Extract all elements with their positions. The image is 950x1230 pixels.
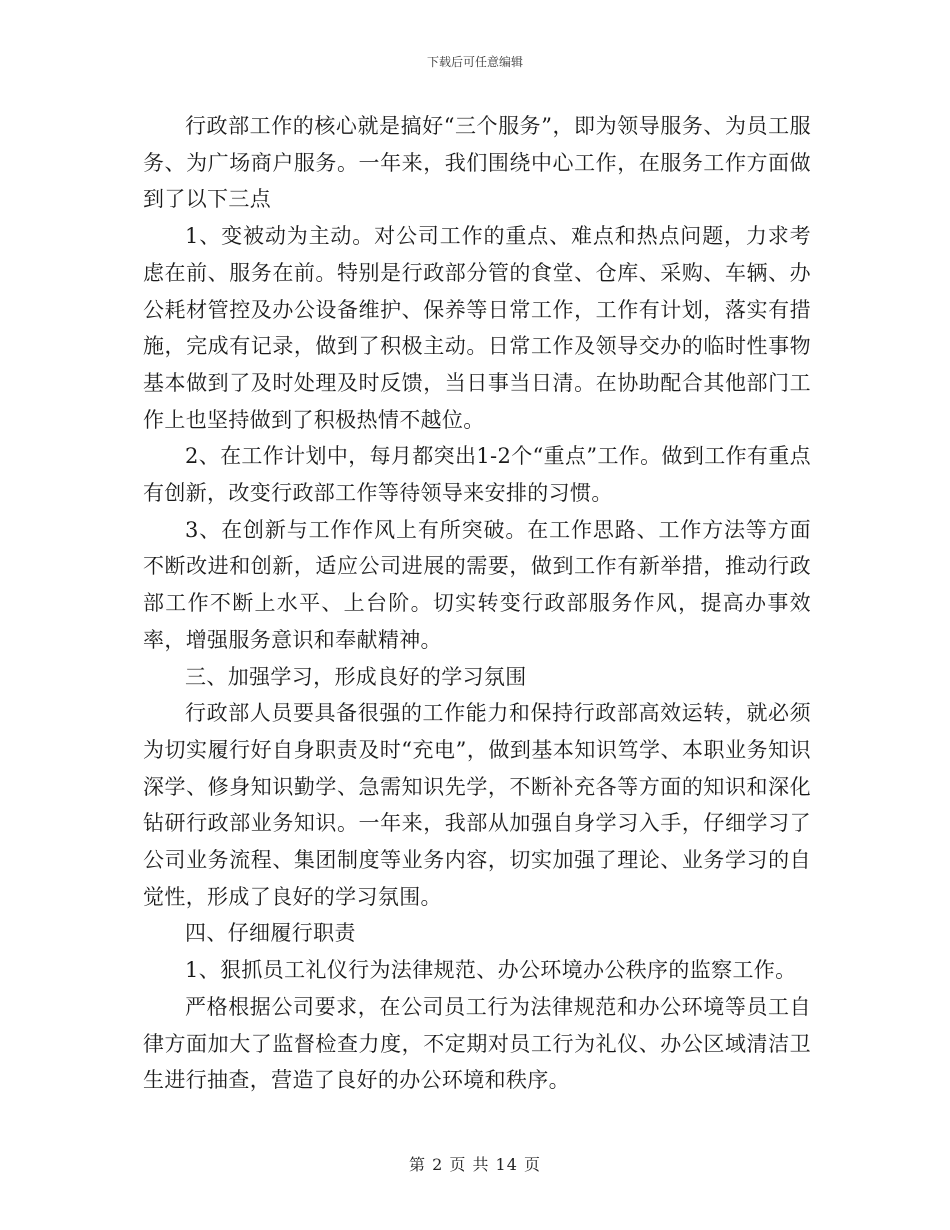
paragraph-key-work: 2、在工作计划中，每月都突出1-2个“重点”工作。做到工作有重点有创新，改变行政部工作等待领导来安排的习惯。 [143, 444, 811, 506]
paragraph-innovation: 3、在创新与工作作风上有所突破。在工作思路、工作方法等方面不断改进和创新，适应公司进展的需要，做到工作有新举措，推动行政部工作不断上水平、上台阶。切实转变行政部服务作风，提高办事效率，增强服务意识和奉献精神。 [143, 517, 811, 652]
document-body [143, 108, 811, 1099]
paragraph-service-intro: 行政部工作的核心就是搞好“三个服务”，即为领导服务、为员工服务、为广场商户服务。一年来，我们围绕中心工作，在服务工作方面做到了以下三点 [143, 114, 811, 212]
page-number: 第 2 页 共 14 页 [409, 1155, 541, 1174]
paragraph-learning: 行政部人员要具备很强的工作能力和保持行政部高效运转，就必须为切实履行好自身职责及时“充电”，做到基本知识笃学、本职业务知识深学、修身知识勤学、急需知识先学，不断补充各等方面的知识和深化钻研行政部业务知识。一年来，我部从加强自身学习入手，仔细学习了公司业务流程、集团制度等业务内容，切实加强了理论、业务学习的自觉性，形成了良好的学习氛围。 [143, 701, 811, 909]
paragraph-etiquette: 1、狠抓员工礼仪行为法律规范、办公环境办公秩序的监察工作。 [185, 958, 797, 983]
section-heading-duties: 四、仔细履行职责 [185, 921, 356, 946]
paragraph-supervision: 严格根据公司要求，在公司员工行为法律规范和办公环境等员工自律方面加大了监督检查力度，不定期对员工行为礼仪、办公区域清洁卫生进行抽查，营造了良好的办公环境和秩序。 [143, 994, 811, 1093]
page-header: 下载后可任意编辑 [426, 55, 523, 69]
paragraph-proactive: 1、变被动为主动。对公司工作的重点、难点和热点问题，力求考虑在前、服务在前。特别是行政部分管的食堂、仓库、采购、车辆、办公耗材管控及办公设备维护、保养等日常工作，工作有计划，落实有措施，完成有记录，做到了积极主动。日常工作及领导交办的临时性事物基本做到了及时处理及时反馈，当日事当日清。在协助配合其他部门工作上也坚持做到了积极热情不越位。 [143, 224, 811, 432]
section-heading-learning: 三、加强学习，形成良好的学习氛围 [185, 664, 527, 689]
